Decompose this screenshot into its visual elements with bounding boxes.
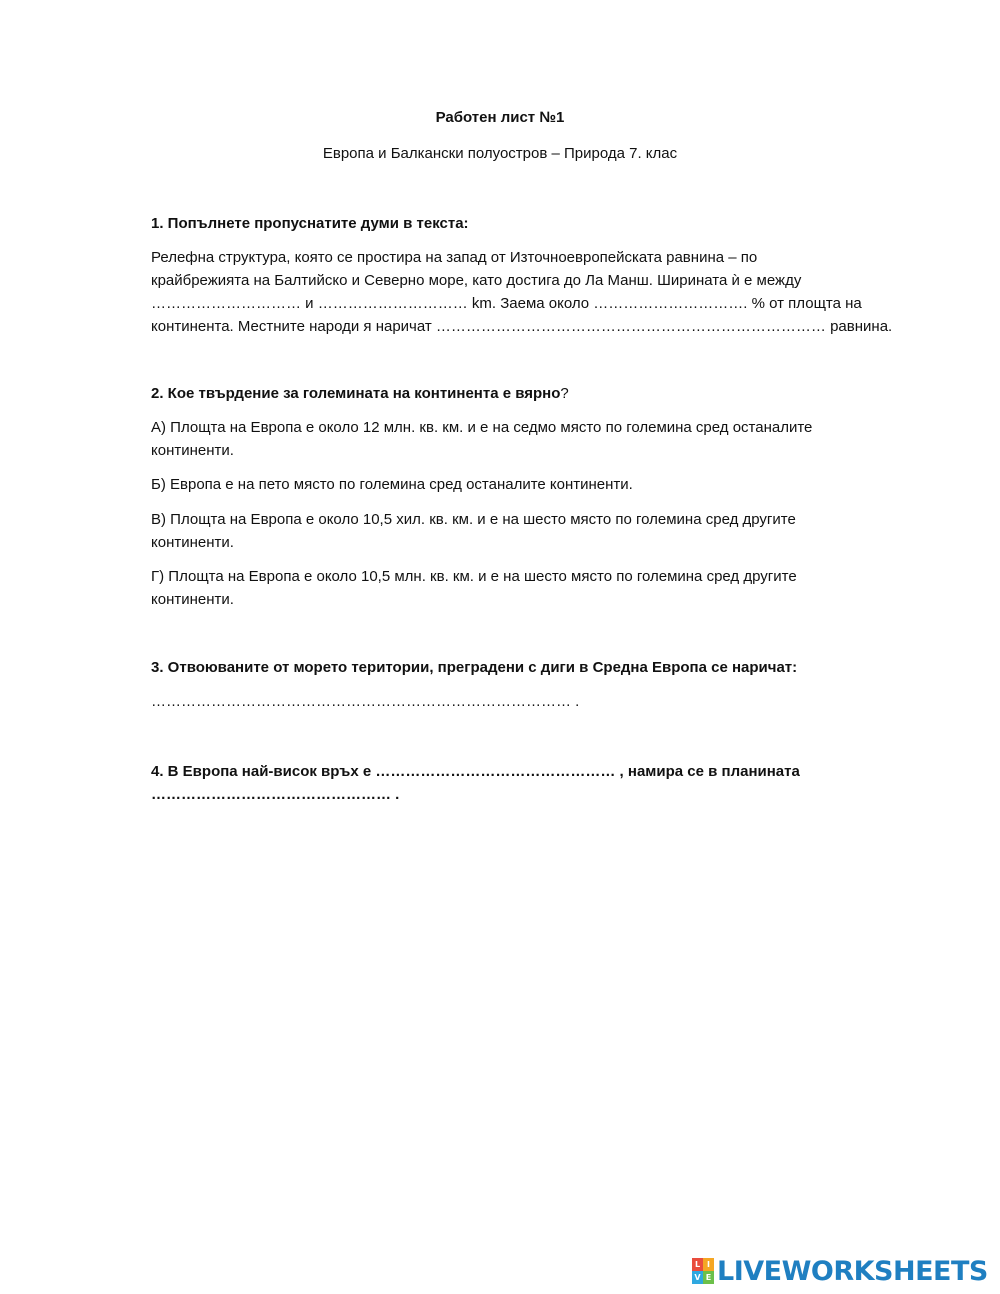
question-3-heading: 3. Отвоюваните от морето територии, преградени с диги в Средна Европа се наричат:: [151, 659, 798, 676]
q1-blank-line[interactable]: континента. Местните народи я наричат …………………………………………………………………… равнина.: [151, 318, 893, 335]
page-title: Работен лист №1: [435, 109, 565, 126]
option-a[interactable]: А) Площта на Европа е около 12 млн. кв. км. и е на седмо място по големина сред останалите континенти.: [151, 419, 813, 459]
q4-line[interactable]: ………………………………………… .: [151, 786, 400, 803]
option-d[interactable]: Г) Площта на Европа е около 10,5 млн. кв. км. и е на шесто място по големина сред другите континенти.: [151, 568, 797, 608]
logo-mark-icon: L I V E: [692, 1258, 714, 1284]
question-1-heading: 1. Попълнете пропуснатите думи в текста:: [151, 215, 469, 232]
logo-text: LIVEWORKSHEETS: [717, 1255, 988, 1287]
option-b[interactable]: Б) Европа е на пето място по големина сред останалите континенти.: [151, 476, 633, 493]
liveworksheets-logo: [692, 1255, 988, 1287]
question-1-text: [151, 246, 893, 338]
q1-line: крайбрежията на Балтийско и Северно море, като достига до Ла Манш. Ширината ѝ е между: [151, 272, 802, 289]
question-3-answer[interactable]: ………………………………………………………………………… .: [151, 693, 580, 710]
q1-line: Релефна структура, която се простира на запад от Източноевропейската равнина – по: [151, 249, 758, 266]
question-2-heading: 2. Кое твърдение за големината на континента е вярно?: [151, 385, 569, 402]
q1-blank-line[interactable]: ………………………… и ………………………… km. Заема около …………………………. % от площта на: [151, 295, 862, 312]
option-c[interactable]: В) Площта на Европа е около 10,5 хил. кв. км. и е на шесто място по големина сред другите континенти.: [151, 511, 796, 551]
question-4: [151, 760, 851, 806]
page-subtitle: Европа и Балкански полуостров – Природа 7. клас: [322, 145, 678, 162]
q4-line[interactable]: 4. В Европа най-висок връх е ………………………………………… , намира се в планината: [151, 763, 800, 780]
